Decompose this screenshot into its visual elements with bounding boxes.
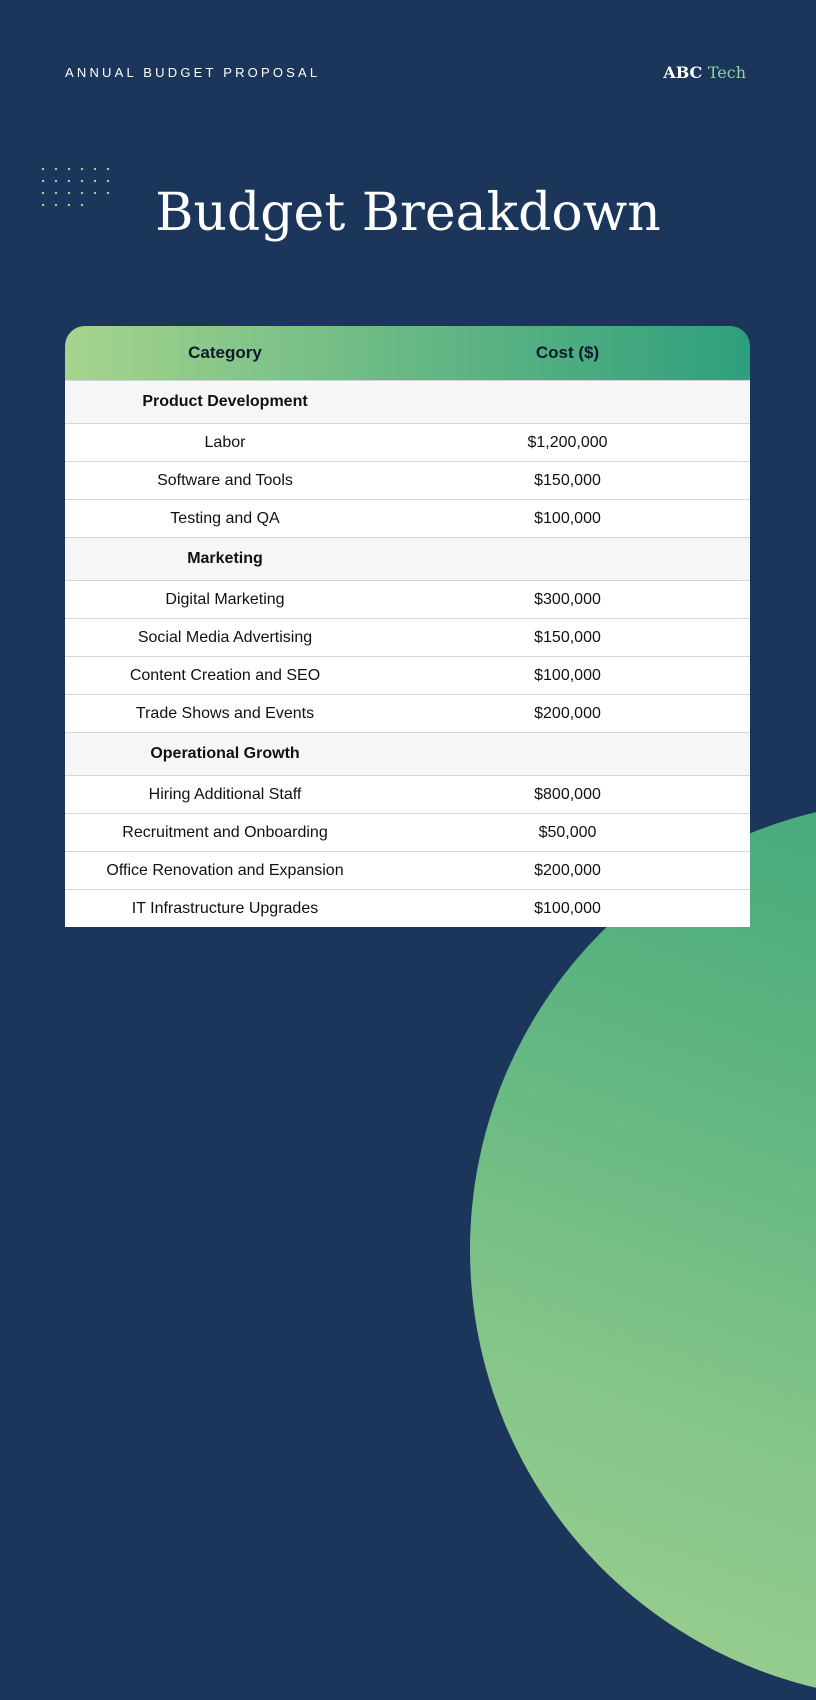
item-label: Content Creation and SEO (65, 657, 385, 695)
table-row (65, 500, 750, 538)
item-label: Social Media Advertising (65, 619, 385, 657)
item-cost: $100,000 (385, 890, 750, 928)
item-cost: $100,000 (385, 657, 750, 695)
item-label: Digital Marketing (65, 581, 385, 619)
item-label: IT Infrastructure Upgrades (65, 890, 385, 928)
page-title: Budget Breakdown (155, 183, 661, 243)
item-label: Labor (65, 424, 385, 462)
item-cost: $100,000 (385, 500, 750, 538)
section-title: Marketing (65, 538, 385, 581)
item-label: Hiring Additional Staff (65, 776, 385, 814)
brand-primary: ABC (663, 63, 703, 82)
brand-logo (663, 63, 746, 82)
item-cost: $200,000 (385, 695, 750, 733)
item-cost: $50,000 (385, 814, 750, 852)
table-header-row (65, 326, 750, 381)
section-row (65, 733, 750, 776)
section-row (65, 381, 750, 424)
table-row (65, 776, 750, 814)
item-cost: $800,000 (385, 776, 750, 814)
section-title: Product Development (65, 381, 385, 424)
table-row (65, 695, 750, 733)
table-row (65, 657, 750, 695)
item-cost: $300,000 (385, 581, 750, 619)
table-row (65, 814, 750, 852)
table-row (65, 890, 750, 928)
table-row (65, 852, 750, 890)
column-header-category: Category (188, 343, 262, 362)
item-label: Software and Tools (65, 462, 385, 500)
decorative-circle (470, 800, 816, 1700)
budget-table-container (65, 326, 750, 927)
item-cost: $1,200,000 (385, 424, 750, 462)
section-title: Operational Growth (65, 733, 385, 776)
table-row (65, 581, 750, 619)
section-row (65, 538, 750, 581)
item-label: Trade Shows and Events (65, 695, 385, 733)
table-row (65, 619, 750, 657)
budget-table (65, 326, 750, 927)
document-kicker: ANNUAL BUDGET PROPOSAL (65, 65, 321, 80)
item-label: Recruitment and Onboarding (65, 814, 385, 852)
item-label: Office Renovation and Expansion (65, 852, 385, 890)
column-header-cost: Cost ($) (535, 343, 600, 362)
brand-secondary: Tech (707, 63, 746, 82)
table-row (65, 424, 750, 462)
item-cost: $150,000 (385, 462, 750, 500)
item-label: Testing and QA (65, 500, 385, 538)
table-row (65, 462, 750, 500)
item-cost: $150,000 (385, 619, 750, 657)
item-cost: $200,000 (385, 852, 750, 890)
